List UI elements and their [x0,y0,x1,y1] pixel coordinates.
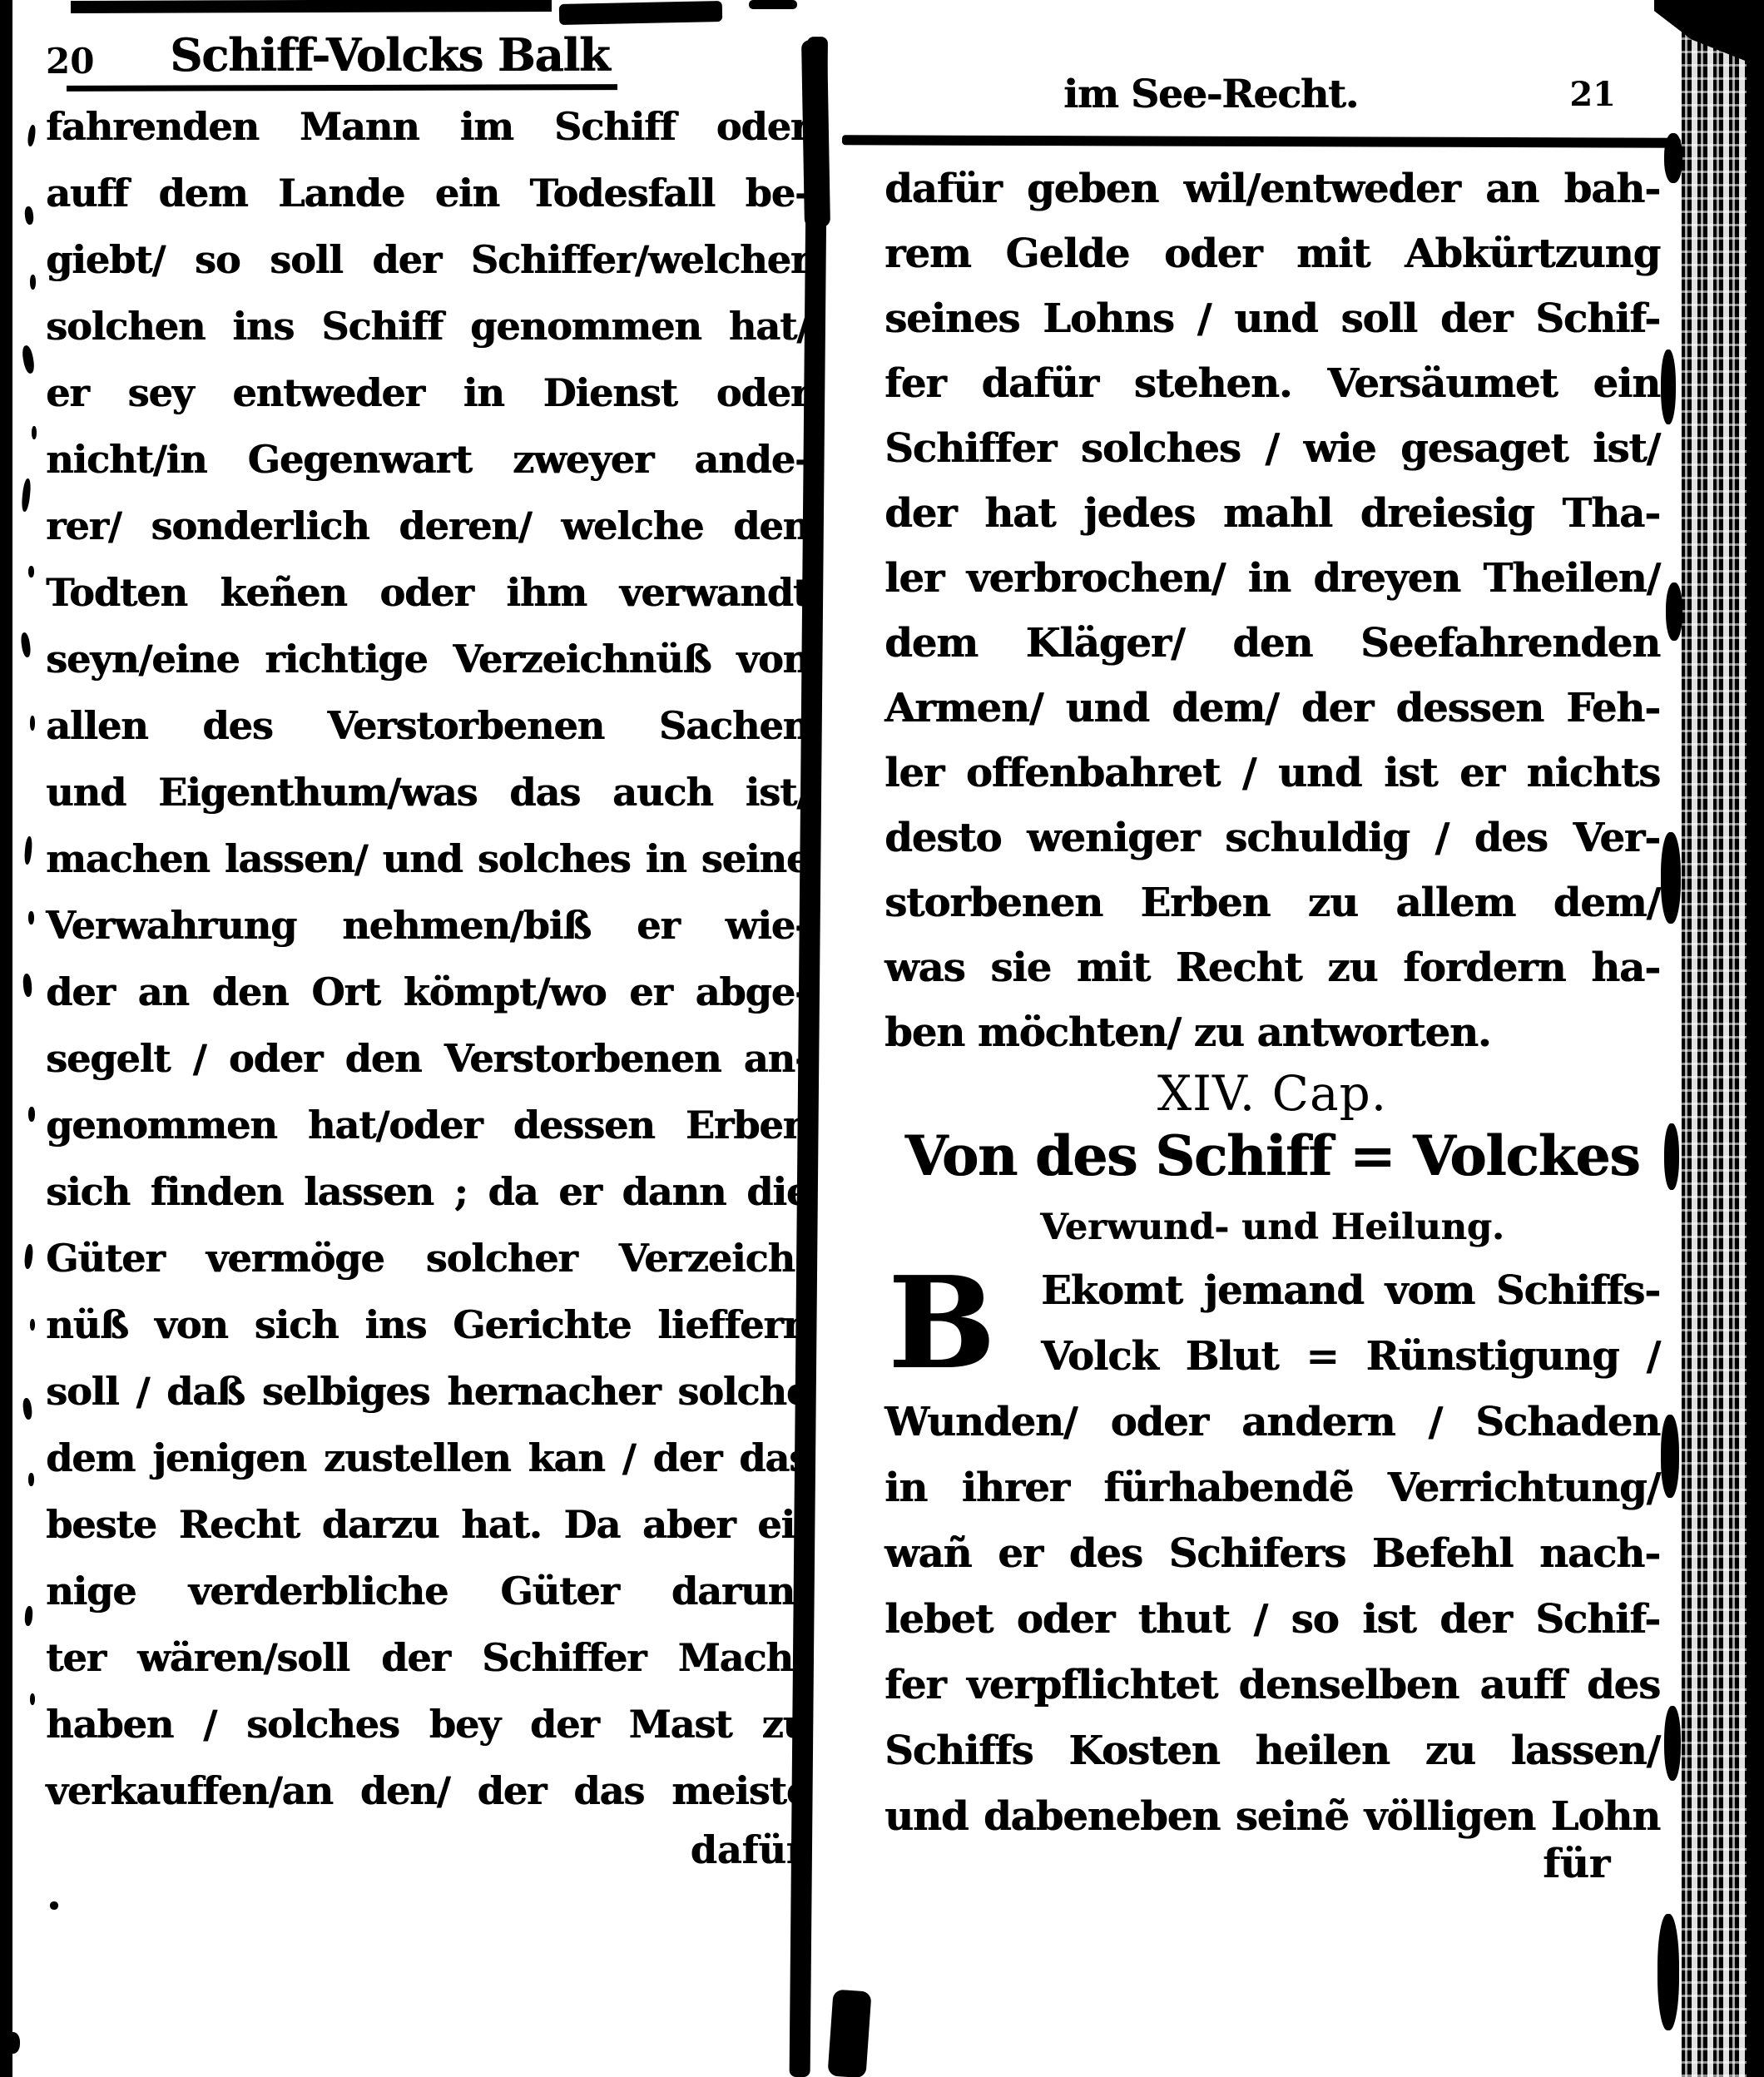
text-line: nige verderbliche Güter darun- [46,1569,810,1614]
text-line: segelt / oder den Verstorbenen an- [46,1036,810,1081]
text-line: machen lassen/ und solches in seine [46,836,810,881]
text-line: haben / solches bey der Mast zu [46,1702,810,1747]
scan-speck [30,1319,35,1331]
chapter-title: Von des Schiff = Volckes [904,1123,1640,1188]
scan-speck [32,426,37,439]
text-line: ler offenbahret / und ist er nichts [884,750,1660,796]
right-text-column [884,156,1660,1065]
text-line: verkauffen/an den/ der das meiste [46,1768,810,1813]
text-line: Ekomt jemand vom Schiffs- [1041,1267,1660,1314]
scan-speck [22,974,32,998]
scan-speck [1661,832,1681,924]
chapter-number: XIV. Cap. [1157,1065,1388,1122]
right-text-column-2 [884,1248,1660,1850]
text-line: allen des Verstorbenen Sachen [46,703,810,748]
text-line: genommen hat/oder dessen Erben [46,1103,810,1148]
chapter-subtitle: Verwund- und Heilung. [1040,1207,1504,1248]
scan-speck [28,1107,35,1122]
scan-speck [749,0,797,9]
text-line: Todten keñen oder ihm verwandt [46,570,810,615]
center-gutter-shadow [827,1990,871,2077]
scan-speck [21,345,36,374]
text-line: desto weniger schuldig / des Ver- [884,815,1660,861]
text-line: rem Gelde oder mit Abkürtzung [884,231,1660,277]
drop-cap-letter: B [888,1248,994,1397]
scan-speck [30,716,35,731]
text-line: dafür geben wil/entweder an bah- [884,166,1660,212]
scan-top-bar [71,0,552,13]
text-line: giebt/ so soll der Schiffer/welcher [46,237,810,282]
right-catchword: für [1543,1841,1610,1887]
left-header-rule [67,84,617,92]
text-line: lebet oder thut / so ist der Schif- [884,1596,1660,1643]
text-line: fer verpflichtet denselben auff des [884,1662,1660,1708]
left-text-column [46,93,810,1824]
text-line: Schiffer solches / wie gesaget ist/ [884,425,1660,472]
scan-speck [24,206,34,226]
scan-speck [28,1473,34,1486]
text-line: Volck Blut = Rünstigung / [1041,1333,1660,1380]
text-line: seyn/eine richtige Verzeichnüß von [46,637,810,682]
scan-speck [24,836,33,865]
left-running-header: Schiff-Volcks Balk [170,28,610,82]
text-line: der an den Ort kömpt/wo er abge- [46,969,810,1014]
scan-speck [22,1397,32,1420]
text-line: sich finden lassen ; da er dann die [46,1169,810,1214]
scan-speck [30,275,36,290]
text-line: in ihrer fürhabendẽ Verrichtung/ [884,1465,1660,1511]
left-page-header [46,28,810,82]
text-line: Güter vermöge solcher Verzeich- [46,1236,810,1281]
scan-speck [20,632,32,657]
scan-speck [50,1901,58,1910]
scan-speck [27,125,37,147]
scan-speck [23,1244,33,1270]
left-catchword: dafür [690,1827,806,1872]
text-line: dem Kläger/ den Seefahrenden [884,620,1660,667]
text-line: fer dafür stehen. Versäumet ein [884,360,1660,407]
text-line: soll / daß selbiges hernacher solche [46,1369,810,1414]
text-line: nüß von sich ins Gerichte lieffern [46,1302,810,1347]
scan-speck [24,1606,33,1627]
text-line: Wunden/ oder andern / Schaden [884,1399,1660,1445]
text-line: fahrenden Mann im Schiff oder [46,104,810,149]
scan-speck [28,911,34,924]
scan-speck [1666,582,1682,641]
text-line: und dabeneben seinẽ völligen Lohn [884,1793,1660,1840]
text-line: was sie mit Recht zu fordern ha- [884,944,1660,991]
scan-speck [1661,349,1676,424]
text-line: auff dem Lande ein Todesfall be- [46,171,810,216]
text-line: nicht/in Gegenwart zweyer ande- [46,437,810,482]
scan-speck [30,1693,35,1705]
text-line: der hat jedes mahl dreiesig Tha- [884,490,1660,537]
text-line: er sey entweder in Dienst oder [46,370,810,415]
right-page-edge [1747,0,1764,2077]
text-line: ben möchten/ zu antworten. [884,1009,1491,1056]
text-line: ler verbrochen/ in dreyen Theilen/ [884,555,1660,602]
left-page-number: 20 [46,41,95,82]
scan-speck [1657,1914,1679,2030]
text-line: und Eigenthum/was das auch ist/ [46,770,810,815]
scan-speck [1664,1123,1679,1190]
text-line: wañ er des Schifers Befehl nach- [884,1530,1660,1577]
scan-speck [1661,1415,1679,1498]
text-line: Schiffs Kosten heilen zu lassen/ [884,1728,1660,1774]
right-page-header [840,72,1681,130]
text-line: storbenen Erben zu allem dem/ [884,880,1660,926]
text-line: Verwahrung nehmen/biß er wie- [46,903,810,948]
text-line: ter wären/soll der Schiffer Macht [46,1635,810,1680]
scan-top-bar [559,1,722,25]
right-header-rule [842,135,1681,148]
text-line: seines Lohns / und soll der Schif- [884,295,1660,342]
text-line: rer/ sonderlich deren/ welche den [46,503,810,548]
right-page-number: 21 [1569,75,1616,114]
scan-speck [21,478,32,513]
text-line: dem jenigen zustellen kan / der das [46,1435,810,1480]
scan-speck [5,2032,20,2054]
right-running-header: im See-Recht. [1063,72,1359,117]
scan-speck [1664,1706,1681,1781]
text-line: beste Recht darzu hat. Da aber ei- [46,1502,810,1547]
left-binding-edge [0,0,12,2077]
scan-speck [28,566,34,577]
text-line: solchen ins Schiff genommen hat/ [46,304,810,349]
text-line: Armen/ und dem/ der dessen Feh- [884,685,1660,731]
